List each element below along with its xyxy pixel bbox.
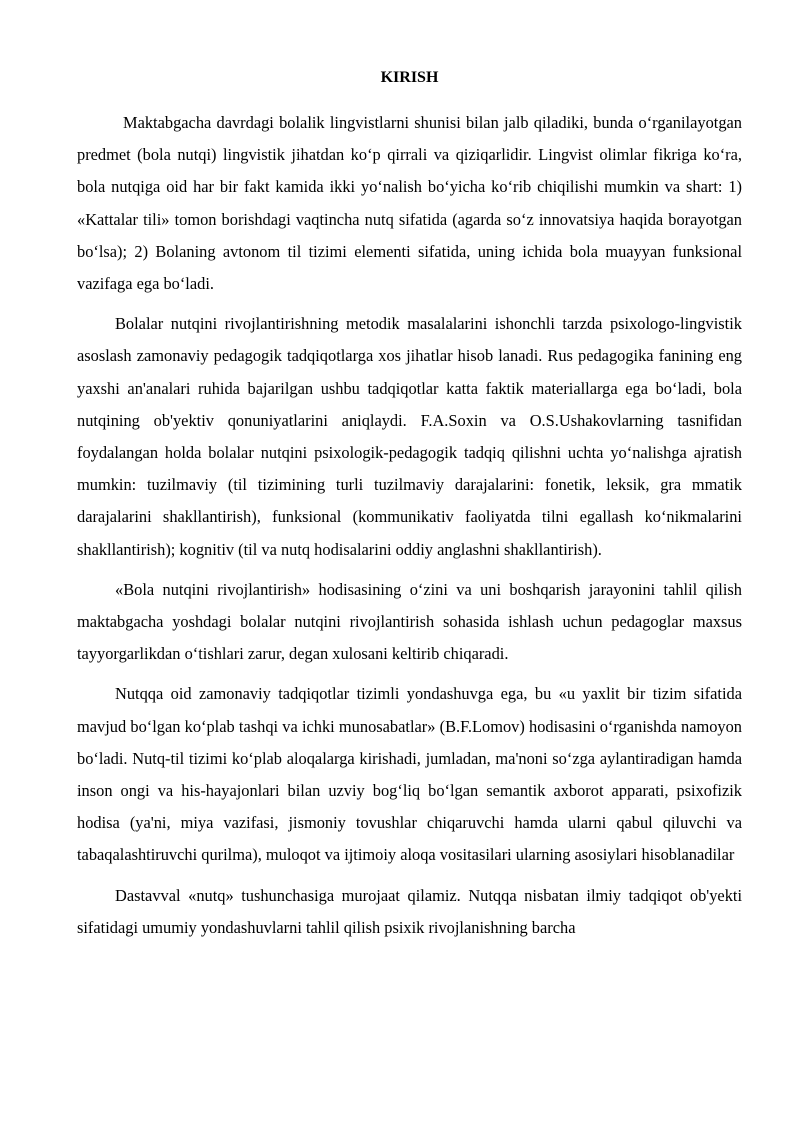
document-title: KIRISH	[380, 69, 439, 86]
paragraph-speech-development: «Bola nutqini rivojlantirish» hodisasining o‘zini va uni boshqarish jarayonini tahlil qilish maktabgacha yoshdagi bolalar nutqini rivojlantirish sohasida ishlash uchun pedagoglar maxsus tayyorgarlikdan o‘tishlari zarur, degan xulosani keltirib chiqaradi.	[77, 579, 742, 664]
paragraph-intro: Maktabgacha davrdagi bolalik lingvistlarni shunisi bilan jalb qiladiki, bunda o‘rganilayotgan predmet (bola nutqi) lingvistik jihatdan ko‘p qirrali va qiziqarlidir. Lingvist olimlar fikriga ko‘ra, bola nutqiga oid har bir fakt kamida ikki yo‘nalish bo‘yicha ko‘rib chiqilishi mumkin va shart: 1) «Kattalar tili» tomon borishdagi vaqtincha nutq sifatida (agarda so‘z innovatsiya haqida borayotgan bo‘lsa); 2) Bolaning avtonom til tizimi elementi sifatida, uning ichida bola muayyan funksional vazifaga ega bo‘ladi.	[77, 113, 742, 294]
document-page	[77, 0, 742, 952]
paragraph-methodology: Bolalar nutqini rivojlantirishning metodik masalalarini ishonchli tarzda psixologo-lingvistik asoslash zamonaviy pedagogik tadqiqotlarga xos jihatlar hisob lanadi. Rus pedagogika fanining eng yaxshi an'analari ruhida bajarilgan ushbu tadqiqotlar katta faktik materiallarga ega bo‘ladi, bola nutqining ob'yektiv qonuniyatlarini aniqlaydi. F.A.Soxin va O.S.Ushakovlarning tasnifidan foydalangan holda bolalar nutqini psixologik-pedagogik tadqiq qilishni uchta yo‘nalishga ajratish mumkin: tuzilmaviy (til tizimining turli tuzilmaviy darajalarini: fonetik, leksik, gra mmatik darajalarini shakllantirish), funksional (kommunikativ faoliyatda tilni egallash ko‘nikmalarini shakllantirish); kognitiv (til va nutq hodisalarini oddiy anglashni shakllantirish).	[77, 314, 742, 559]
paragraph-systemic-approach: Nutqqa oid zamonaviy tadqiqotlar tizimli yondashuvga ega, bu «u yaxlit bir tizim sifatida mavjud bo‘lgan ko‘plab tashqi va ichki munosabatlar» (B.F.Lomov) hodisasini o‘rganishda namoyon bo‘ladi. Nutq-til tizimi ko‘plab aloqalarga kirishadi, jumladan, ma'noni so‘zga aylantiradigan hamda inson ongi va his-hayajonlari bilan uzviy bog‘liq bo‘lgan semantik axborot apparati, psixofizik hodisa (ya'ni, miya vazifasi, jismoniy tovushlar chiqaruvchi hamda ularni qabul qiluvchi va tabaqalashtiruvchi qurilma), muloqot va ijtimoiy aloqa vositasilari ularning asosiylari hisoblanadilar	[77, 684, 742, 865]
paragraph-speech-concept: Dastavval «nutq» tushunchasiga murojaat qilamiz. Nutqqa nisbatan ilmiy tadqiqot ob'yekti sifatidagi umumiy yondashuvlarni tahlil qilish psixik rivojlanishning barcha	[77, 885, 742, 937]
